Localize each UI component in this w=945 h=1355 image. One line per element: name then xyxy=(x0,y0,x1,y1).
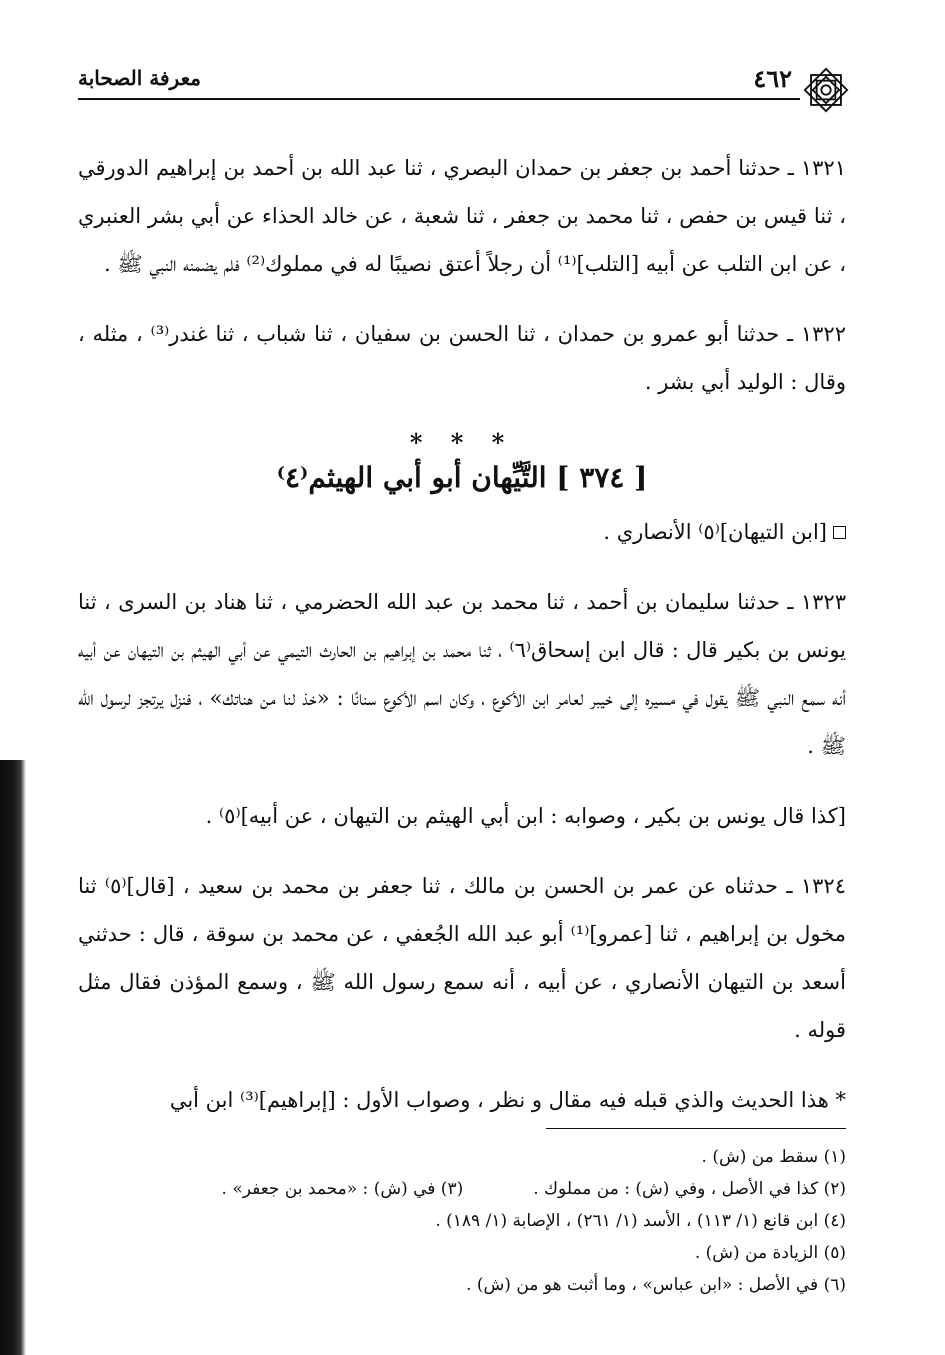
hadith-1324: ١٣٢٤ ـ حدثناه عن عمر بن الحسن بن مالك ، ثنا جعفر بن محمد بن سعيد ، [قال]⁽٥⁾ ثنا مخول بن إبراهيم ، ثنا [عمرو]⁽¹⁾ أبو عبد الله الجُعفي ، عن محمد بن سوقة ، قال : حدثني أسعد بن التيهان الأنصاري ، عن أبيه ، أنه سمع رسول الله ﷺ ، وسمع المؤذن فقال مثل قوله . xyxy=(78,874,846,1042)
section-intro xyxy=(78,508,846,556)
footnote-2: (٢) كذا في الأصل ، وفي (ش) : من مملوك . xyxy=(533,1179,846,1199)
footnote-3: (٣) في (ش) : «محمد بن جعفر» . xyxy=(221,1179,464,1199)
book-page xyxy=(78,52,847,1295)
running-title: معرفة الصحابة xyxy=(78,66,201,90)
section-intro-text: [ابن التيهان]⁽٥⁾ الأنصاري . xyxy=(603,520,827,544)
hadith-1322: ١٣٢٢ ـ حدثنا أبو عمرو بن حمدان ، ثنا الحسن بن سفيان ، ثنا شباب ، ثنا غندر⁽³⁾ ، مثله ، وقال : الوليد أبي بشر . xyxy=(78,322,846,394)
section-separator: * * * xyxy=(409,428,515,457)
square-bullet-icon xyxy=(833,526,846,539)
hadith-1321: ١٣٢١ ـ حدثنا أحمد بن جعفر بن حمدان البصري ، ثنا عبد الله بن أحمد بن إبراهيم الدورقي ، ثنا قيس بن حفص ، ثنا محمد بن جعفر ، ثنا شعبة ، عن خالد الحذاء عن أبي بشر العنبري ، عن ابن التلب عن أبيه [التلب]⁽¹⁾ أن رجلاً أعتق نصيبًا له في مملوك⁽²⁾ فلم يضمنه النبي ﷺ . xyxy=(78,156,846,276)
footnotes xyxy=(78,1141,846,1301)
footnote-4: (٤) ابن قانع (١/ ١١٣) ، الأسد (١/ ٢٦١) ، الإصابة (١/ ١٨٩) . xyxy=(435,1211,846,1231)
header-rule xyxy=(78,98,800,100)
page-number: ٤٦٢ xyxy=(753,64,792,93)
footnote-6: (٦) في الأصل : «ابن عباس» ، وما أثبت هو من (ش) . xyxy=(466,1275,846,1295)
footnote-1: (١) سقط من (ش) . xyxy=(701,1147,846,1167)
hadith-1323: ١٣٢٣ ـ حدثنا سليمان بن أحمد ، ثنا محمد بن عبد الله الحضرمي ، ثنا هناد بن السرى ، ثنا يونس بن بكير قال : قال ابن إسحاق⁽٦⁾ ، ثنا محمد بن إبراهيم بن الحارث التيمي عن أبي الهيثم بن التيهان عن أبيه أنه سمع النبي ﷺ يقول في مسيره إلى خيبر لعامر ابن الأكوع ، وكان اسم الأكوع سنانًا : «خذ لنا من هناتك» ، فنزل يرتجز لرسول الله ﷺ . xyxy=(78,590,847,758)
star-ornament-icon xyxy=(798,62,854,118)
editor-note: [كذا قال يونس بن بكير ، وصوابه : ابن أبي الهيثم بن التيهان ، عن أبيه]⁽٥⁾ . xyxy=(205,804,846,828)
page-body xyxy=(78,144,846,1301)
footnote-5: (٥) الزيادة من (ش) . xyxy=(694,1243,846,1263)
commentary-note: * هذا الحديث والذي قبله فيه مقال و نظر ، وصواب الأول : [إبراهيم]⁽³⁾ ابن أبي xyxy=(169,1088,846,1112)
footnote-row-2-3 xyxy=(78,1173,846,1205)
footnote-rule xyxy=(546,1128,846,1129)
section-title: [ ٣٧٤ ] التَّيِّهان أبو أبي الهيثم⁽٤⁾ xyxy=(276,461,648,494)
page-header xyxy=(78,52,846,96)
scan-edge-shadow xyxy=(0,760,26,1355)
